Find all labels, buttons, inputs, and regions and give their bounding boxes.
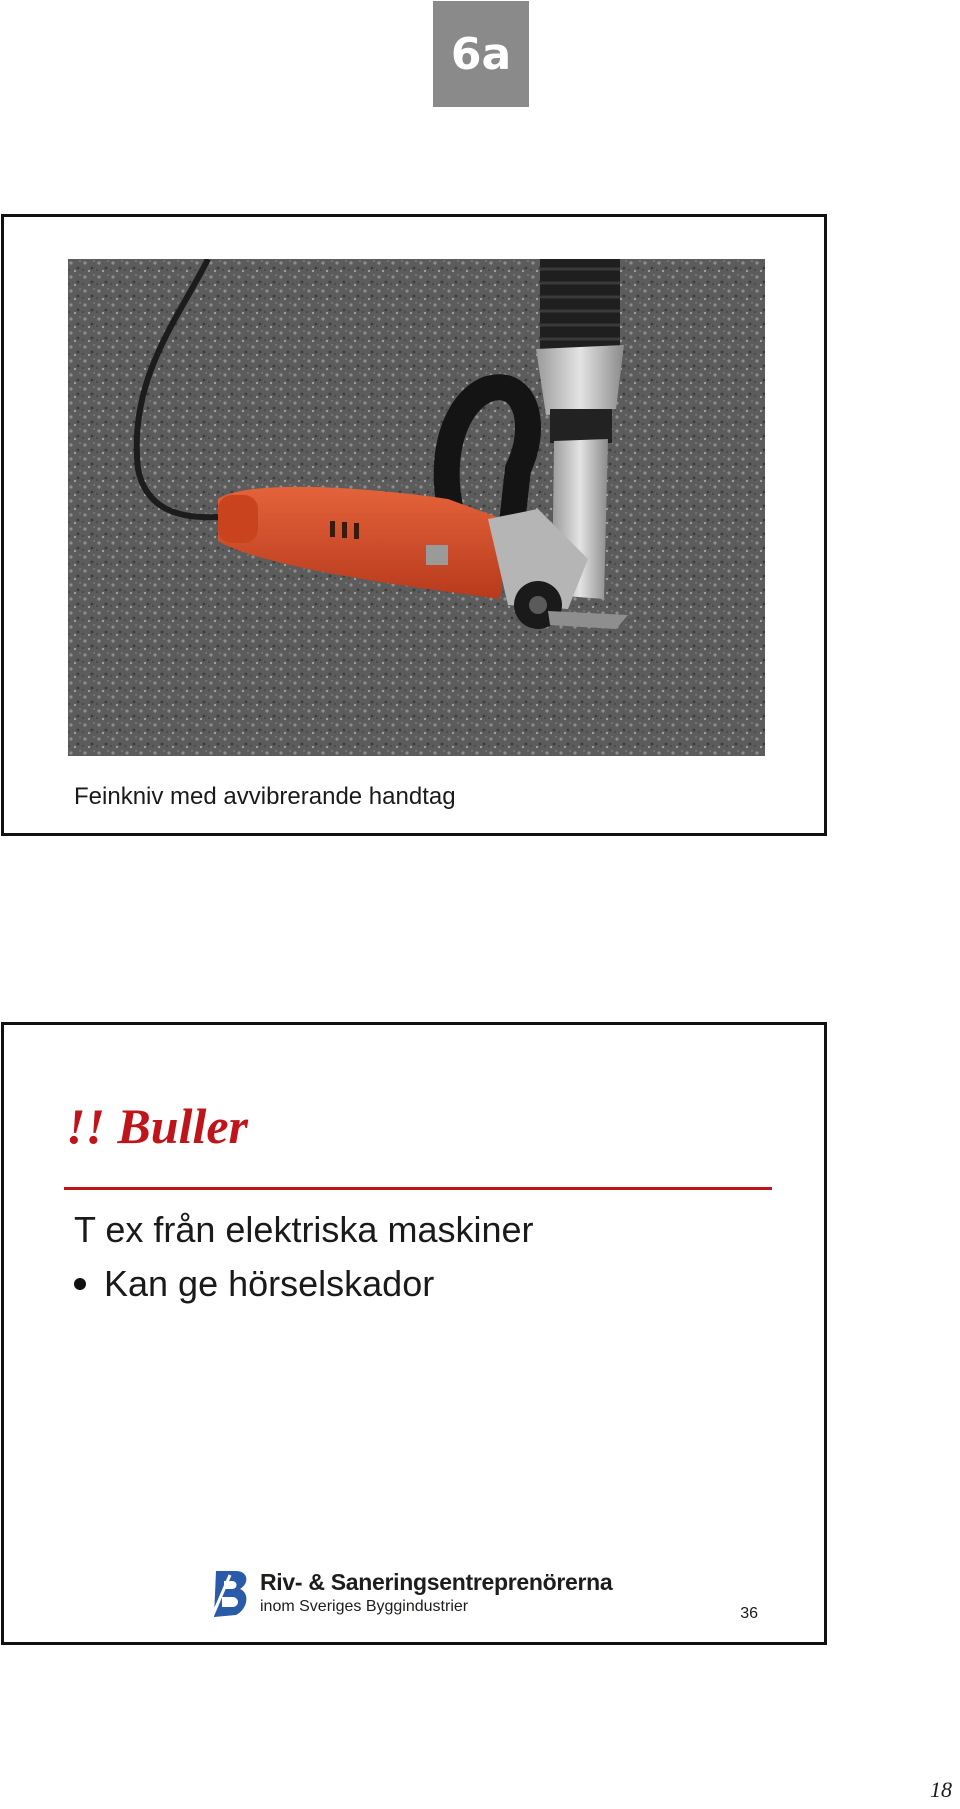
tool-photo: [68, 259, 765, 756]
title-divider: [64, 1187, 772, 1190]
bullet-item: [74, 1263, 434, 1305]
bullet-text: Kan ge hörselskador: [104, 1263, 435, 1304]
slide-2: [1, 1022, 827, 1645]
slide-title: !! Buller: [66, 1098, 249, 1154]
body-text: T ex från elektriska maskiner: [74, 1209, 534, 1250]
slide-1: [1, 214, 827, 836]
logo-name: Riv- & Saneringsentreprenörerna: [260, 1569, 613, 1595]
section-label: 6a: [450, 28, 512, 80]
photo-caption: Feinkniv med avvibrerande handtag: [74, 783, 456, 810]
logo-mark-icon: [210, 1569, 250, 1619]
slide-number: 36: [740, 1605, 758, 1622]
logo-subtitle: inom Sveriges Byggindustrier: [260, 1598, 469, 1615]
section-badge: [433, 1, 529, 107]
bullet-dot-icon: [74, 1278, 86, 1290]
company-logo: [210, 1569, 613, 1625]
page-number: 18: [930, 1777, 952, 1802]
